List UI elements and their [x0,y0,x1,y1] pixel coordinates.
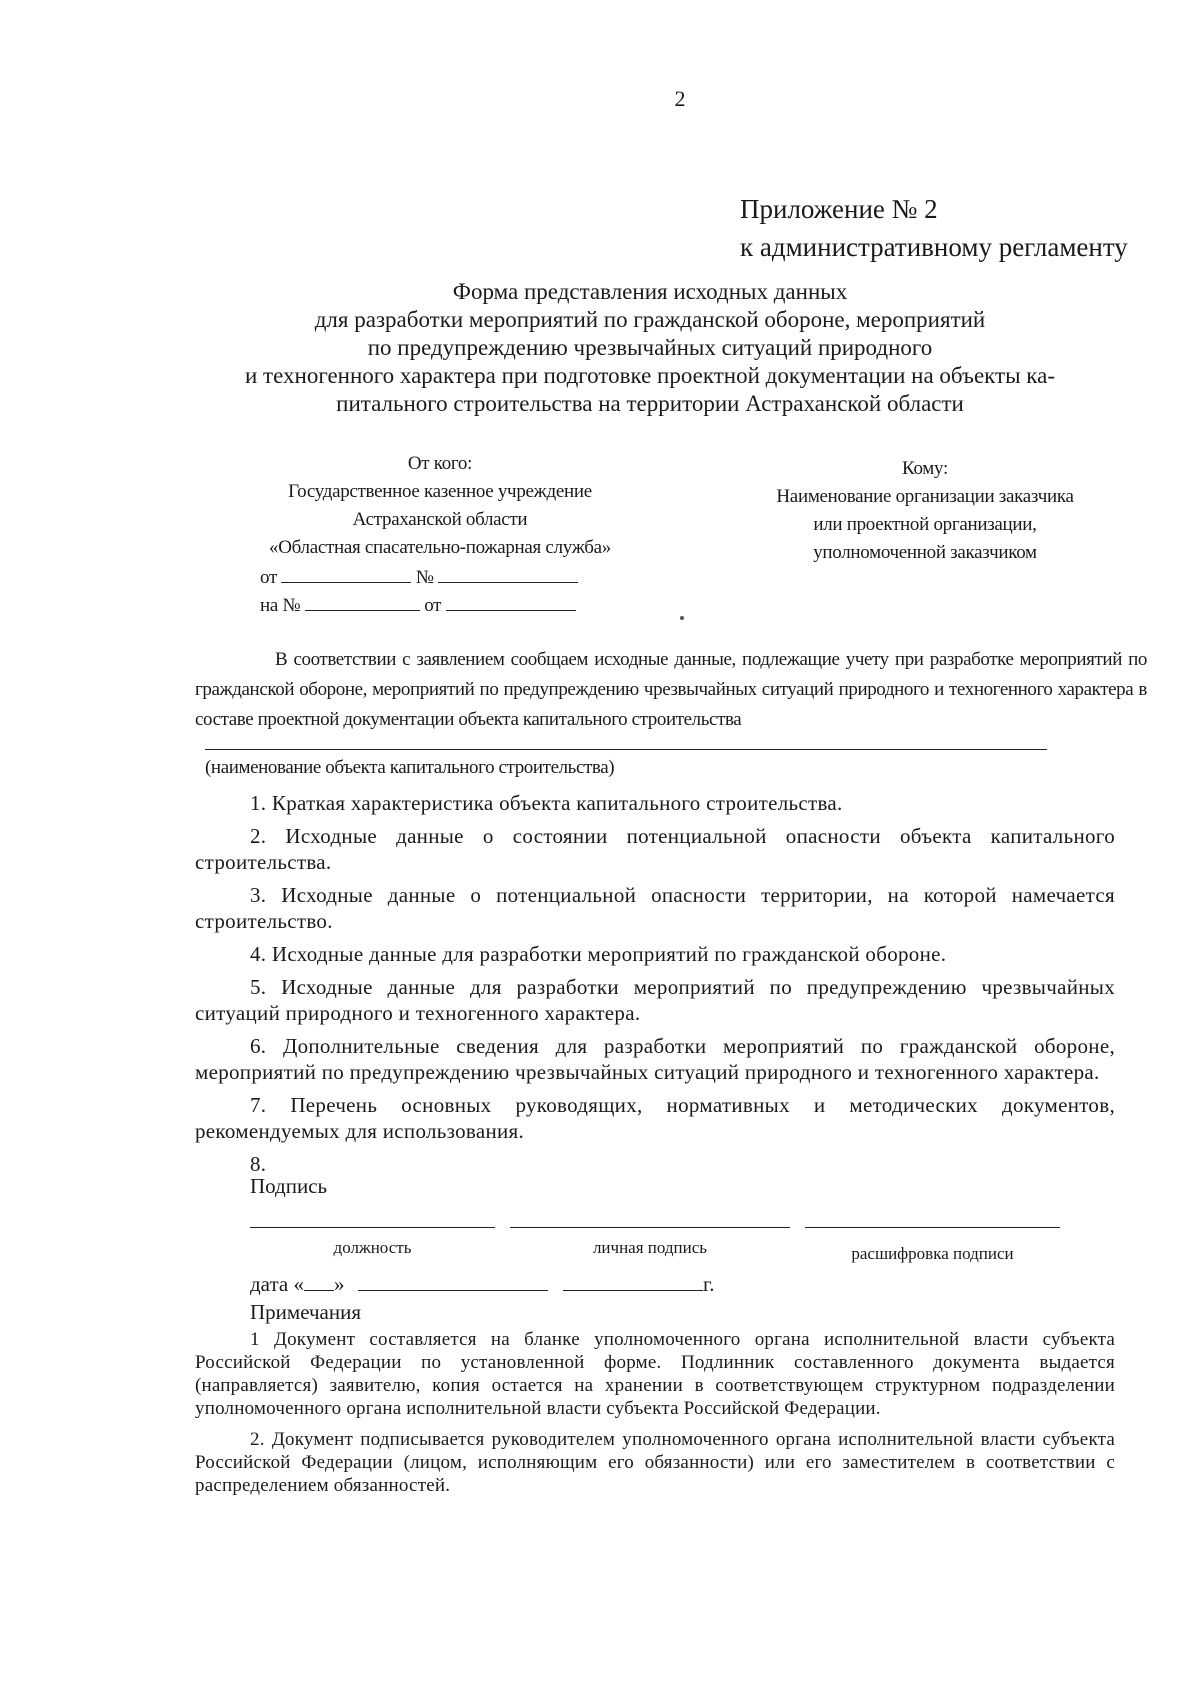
signature-decoding-blank[interactable] [805,1226,1060,1228]
date-month-blank[interactable] [358,1270,548,1291]
position-caption: должность [333,1238,412,1257]
recipient-line-3: уполномоченной заказчиком [813,542,1037,563]
list-item: 4. Исходные данные для разработки мероприятий по гражданской обороне. [250,942,947,966]
list-item: 7. Перечень основных руководящих, нормативных и методических документов, рекомендуемых для использования. [195,1093,1115,1143]
annex-line-1: Приложение № 2 [740,194,938,224]
signature-decoding-caption: расшифровка подписи [851,1244,1014,1263]
title-line-4: и техногенного характера при подготовке проектной документации на объекты ка- [245,363,1055,388]
date-row [250,1270,714,1298]
title-line-3: по предупреждению чрезвычайных ситуаций природного [367,335,933,360]
position-blank[interactable] [250,1226,495,1228]
date-label: дата « [250,1272,304,1296]
object-name-blank[interactable] [205,748,1047,750]
list-item: 8. [250,1152,267,1176]
sender-reply-number-blank[interactable] [305,590,420,611]
sender-label: От кого: [407,453,473,474]
recipient-label: Кому: [902,458,948,479]
sender-date-blank[interactable] [281,562,411,583]
sender-ot-label-2: от [424,595,442,616]
title-line-1: Форма представления исходных данных [452,279,848,304]
sender-reply-date-blank[interactable] [446,590,576,611]
sender-line-3: «Областная спасательно-пожарная служба» [269,537,611,558]
data-list [195,790,1115,1184]
sender-line-1: Государственное казенное учреждение [288,481,592,502]
sender-number-blank[interactable] [438,562,578,583]
sender-line-2: Астраханской области [352,509,528,530]
title-line-2: для разработки мероприятий по гражданской обороне, мероприятий [314,307,986,332]
notes-heading: Примечания [250,1300,362,1324]
sender-no-label: № [415,567,434,588]
list-item: 2. Исходные данные о состоянии потенциальной опасности объекта капитального строительства. [195,824,1115,874]
page-number: 2 [674,86,686,111]
sender-ref-row-1 [230,562,650,590]
form-title [150,278,1150,418]
annex-header [740,190,1128,266]
list-item: 1. Краткая характеристика объекта капитального строительства. [250,791,843,815]
scan-speck [680,616,684,620]
sender-ot-label: от [260,567,277,588]
date-year-suffix: г. [702,1272,715,1296]
personal-signature-caption: личная подпись [592,1238,708,1257]
notes-list [195,1328,1115,1505]
sender-block [230,450,650,618]
list-item: 3. Исходные данные о потенциальной опасности территории, на которой намечается строительство. [195,883,1115,933]
sender-ref-row-2 [230,590,650,618]
list-item: 5. Исходные данные для разработки мероприятий по предупреждению чрезвычайных ситуаций природного и техногенного характера. [195,975,1115,1025]
list-item: 6. Дополнительные сведения для разработки мероприятий по гражданской обороне, мероприятий по предупреждению чрезвычайных ситуаций природного и техногенного характера. [195,1034,1115,1084]
recipient-line-1: Наименование организации заказчика [776,486,1074,507]
date-day-blank[interactable] [304,1270,334,1291]
date-year-blank[interactable] [563,1270,703,1291]
object-name-caption: (наименование объекта капитального строительства) [205,757,615,778]
date-close-quote: » [333,1272,345,1296]
title-line-5: питального строительства на территории Астраханской области [336,391,964,416]
personal-signature-blank[interactable] [510,1226,790,1228]
signature-label: Подпись [250,1174,328,1198]
note-item: 1 Документ составляется на бланке уполномоченного органа исполнительной власти субъекта Российской Федерации по установленной форме. Подлинник составленного документа выдается (направляется) заявителю, копия остается на хранении в соответствующем структурном подразделении уполномоченного органа исполнительной власти субъекта Российской Федерации. [195,1329,1115,1419]
recipient-block [730,455,1120,567]
annex-line-2: к административному регламенту [740,232,1128,262]
note-item: 2. Документ подписывается руководителем уполномоченного органа исполнительной власти субъекта Российской Федерации (лицом, исполняющим его обязанности) или его заместителем в соответствии с распределением обязанностей. [195,1429,1115,1496]
sender-na-no-label: на № [260,595,301,616]
intro-paragraph: В соответствии с заявлением сообщаем исходные данные, подлежащие учету при разработке мероприятий по гражданской обороне, мероприятий по предупреждению чрезвычайных ситуаций природного и техногенного характера в составе проектной документации объекта капитального строительства [195,649,1147,730]
recipient-line-2: или проектной организации, [813,514,1037,535]
